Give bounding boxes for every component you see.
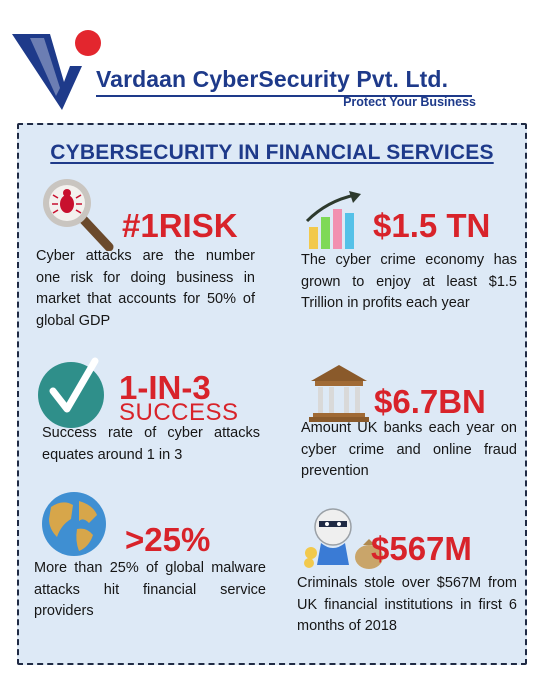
fact-stat-3: 1-IN-3 xyxy=(119,369,211,406)
infographic-title: CYBERSECURITY IN FINANCIAL SERVICES xyxy=(50,141,494,164)
fact-text-4: Amount UK banks each year on cyber crime and online fraud prevention xyxy=(301,420,517,479)
fact-text-3: Success rate of cyber attacks equates around 1 in 3 xyxy=(42,425,260,463)
fact-stat-5: >25% xyxy=(125,521,211,558)
globe-icon xyxy=(39,489,109,559)
fact-text-6: Criminals stole over $567M from UK financial institutions in first 6 months of 2018 xyxy=(297,575,517,634)
brand-tagline: Protect Your Business xyxy=(343,95,476,109)
brand-name: Vardaan CyberSecurity Pvt. Ltd. xyxy=(96,66,449,92)
checkmark-badge-icon xyxy=(35,357,107,429)
infographic-panel xyxy=(17,123,527,665)
fact-stat-1: #1RISK xyxy=(122,207,238,244)
fact-text-5: More than 25% of global malware attacks hit financial service providers xyxy=(34,560,266,619)
fact-text-1: Cyber attacks are the number one risk for doing business in market that accounts for 50% of global GDP xyxy=(36,248,255,329)
fact-text-2: The cyber crime economy has grown to enjoy at least $1.5 Trillion in profits each year xyxy=(301,252,517,311)
page-header xyxy=(0,0,544,118)
bank-building-icon xyxy=(307,361,371,423)
fact-stat-4: $6.7BN xyxy=(374,383,486,420)
fact-stat-3-sub: SUCCESS xyxy=(119,399,239,426)
growth-bar-chart-icon xyxy=(303,189,367,251)
fact-stat-6: $567M xyxy=(371,530,472,567)
magnifier-bug-icon xyxy=(39,177,117,251)
fact-stat-2: $1.5 TN xyxy=(373,207,491,244)
